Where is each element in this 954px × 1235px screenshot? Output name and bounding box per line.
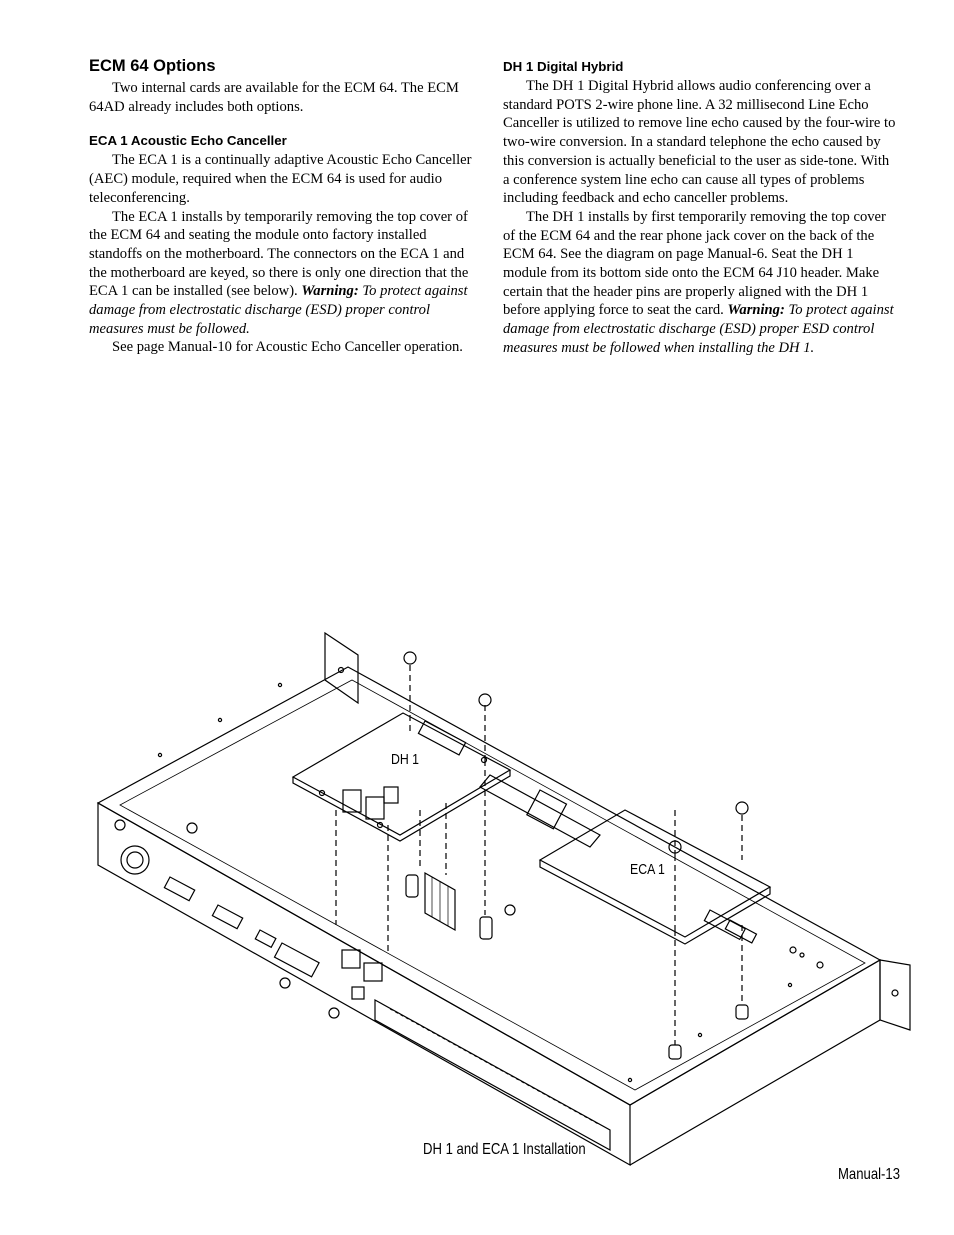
chassis-inner-edge [120, 680, 865, 1090]
left-column [89, 56, 479, 357]
eca-paragraph-1: The ECA 1 is a continually adaptive Acoustic Echo Canceller (AEC) module, required when the ECM 64 is used for audio teleconferencing. [89, 152, 472, 206]
eca1-standoff-1 [669, 1045, 681, 1059]
db9-connector-2 [212, 905, 242, 929]
front-rack-ear [880, 960, 910, 1030]
dh-paragraph-2-text: The DH 1 installs by first temporarily removing the top cover of the ECM 64 and the rear phone jack cover on the back of the ECM 64. See the diagram on page Manual-6. Seat the DH 1 module from its bottom side onto the ECM 64 J10 header. Make certain that the header pins are properly aligned with the DH 1 before applying force to seat the card. [503, 208, 886, 319]
terminal-strip [375, 1000, 610, 1150]
db9-connector-1 [164, 877, 194, 901]
eca1-standoff-2 [736, 1005, 748, 1019]
standoff-1 [406, 875, 418, 897]
dh-paragraph-1: The DH 1 Digital Hybrid allows audio conferencing over a standard POTS 2-wire phone line. A 32 millisecond Line Echo Canceller is utilized to remove line echo caused by the four-wire to two-wire conversion. In a standard telephone the echo caused by this conversion is actually beneficial to the user as side-tone. With a conference system line echo can cause all types of problems including feedback and echo canceller problems. [503, 78, 896, 207]
dh-paragraph-2 [503, 208, 899, 358]
dh-warning-label: Warning: [727, 302, 785, 319]
rivet [788, 983, 791, 986]
eca-heading: ECA 1 Acoustic Echo Canceller [89, 133, 287, 149]
dh1-header-connector [418, 721, 465, 755]
rivet [698, 1033, 701, 1036]
rivet [628, 1078, 631, 1081]
eca1-label: ECA 1 [630, 861, 665, 878]
motherboard-screw [505, 905, 515, 915]
db15-connector [274, 943, 319, 977]
phone-jack-cover-2 [364, 963, 382, 981]
loose-screw-1 [280, 978, 290, 988]
section-title: ECM 64 Options [89, 57, 216, 75]
ground-screw [115, 820, 125, 830]
installation-diagram [90, 625, 920, 1170]
small-component [725, 920, 756, 943]
eca-warning-text: To protect against damage from electrostatic discharge (ESD) proper control measures must be followed. [89, 283, 468, 337]
rivet [278, 683, 281, 686]
front-panel [98, 803, 630, 1165]
right-column [503, 58, 899, 358]
standoff-2 [480, 917, 492, 939]
ribbon-cable-header [480, 775, 600, 847]
chassis-top-outline [98, 667, 880, 1105]
loose-screw-2 [329, 1008, 339, 1018]
dh1-screw-1 [404, 652, 416, 664]
right-side-panel [630, 960, 880, 1165]
rivet [158, 753, 161, 756]
eca1-screw-2 [736, 802, 748, 814]
eca-warning-label: Warning: [301, 283, 359, 300]
dh1-phone-jack-2 [366, 797, 384, 819]
xlr-connector [121, 846, 149, 874]
rivet [218, 718, 221, 721]
chassis-illustration [90, 625, 920, 1170]
chassis-screw [187, 823, 197, 833]
figure-caption: DH 1 and ECA 1 Installation [423, 1141, 586, 1158]
dh1-label: DH 1 [391, 751, 420, 768]
terminal-block-small [255, 930, 276, 947]
small-connector [352, 987, 364, 999]
dh1-screw-2 [479, 694, 491, 706]
phone-jack-cover-1 [342, 950, 360, 968]
screw-hole [892, 990, 898, 996]
dh-warning-text: To protect against damage from electrostatic discharge (ESD) proper ESD control measures must be followed when installing the DH 1. [503, 302, 894, 356]
dh1-board [293, 713, 510, 835]
eca-paragraph-3: See page Manual-10 for Acoustic Echo Canceller operation. [112, 339, 463, 356]
page-number: Manual-13 [838, 1166, 900, 1183]
eca-paragraph-2 [89, 208, 479, 339]
dh-heading: DH 1 Digital Hybrid [503, 59, 624, 74]
eca-paragraph-2-text: The ECA 1 installs by temporarily removing the top cover of the ECM 64 and seating the module onto factory installed standoffs on the motherboard. The connectors on the ECA 1 and the motherboard are keyed, so there is only one direction that the ECA 1 can be installed (see below). [89, 208, 469, 300]
intro-paragraph: Two internal cards are available for the ECM 64. The ECM 64AD already includes both options. [89, 80, 459, 115]
